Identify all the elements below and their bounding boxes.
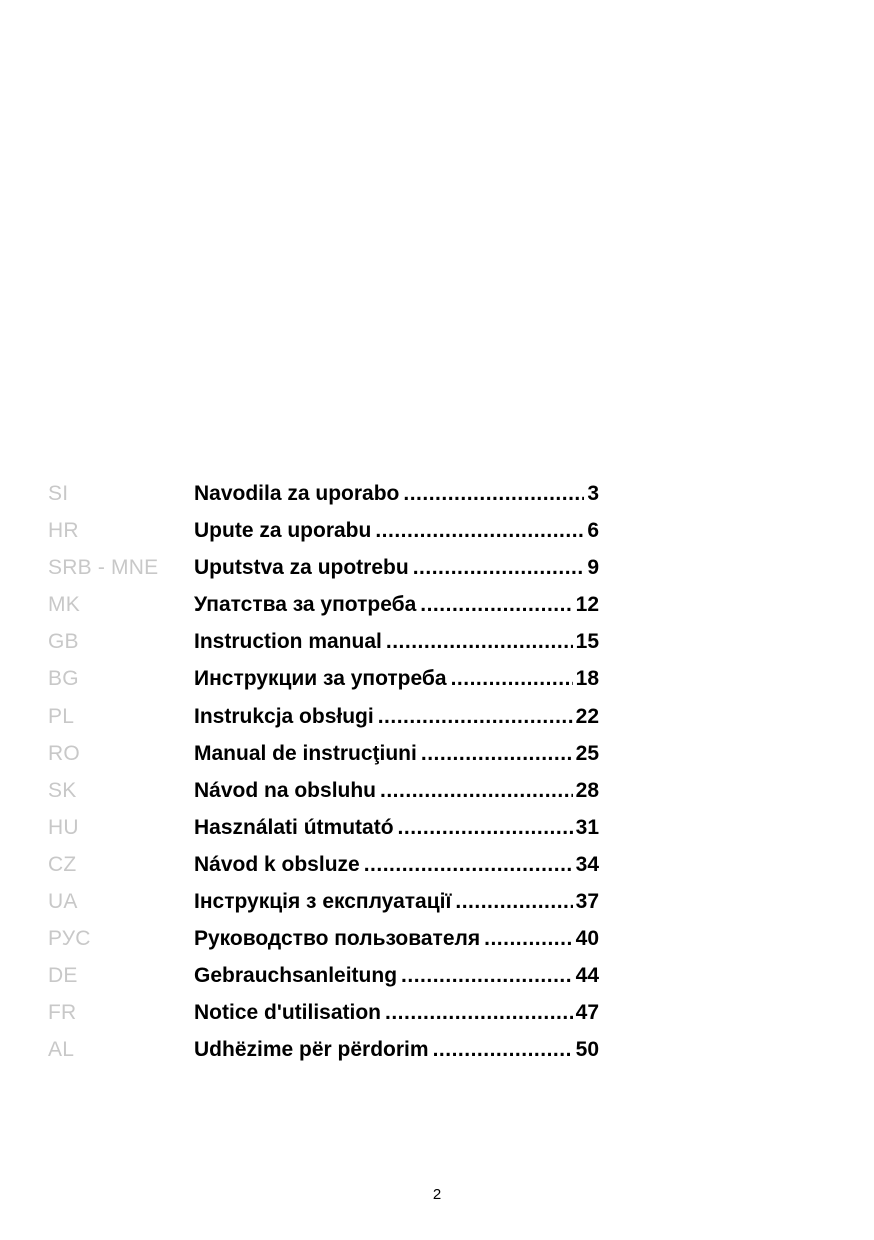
toc-title: Manual de instrucţiuni bbox=[194, 741, 417, 765]
toc-page-number: 9 bbox=[587, 556, 599, 580]
toc-page-number: 28 bbox=[575, 778, 599, 802]
dot-leader bbox=[401, 964, 573, 988]
language-code: UA bbox=[48, 890, 78, 914]
toc-page-number: 31 bbox=[575, 815, 599, 839]
toc-row[interactable] bbox=[48, 1001, 608, 1038]
language-code: CZ bbox=[48, 852, 77, 876]
language-code: MK bbox=[48, 593, 80, 617]
toc-row[interactable] bbox=[48, 519, 608, 556]
toc-page-number: 47 bbox=[575, 1001, 599, 1025]
toc-row[interactable] bbox=[48, 964, 608, 1001]
language-code: RO bbox=[48, 741, 80, 765]
dot-leader bbox=[375, 519, 584, 543]
toc-title: Gebrauchsanleitung bbox=[194, 964, 398, 988]
toc-title: Uputstva za upotrebu bbox=[194, 556, 409, 580]
table-of-contents bbox=[48, 482, 608, 1076]
language-code: AL bbox=[48, 1038, 75, 1062]
dot-leader bbox=[451, 667, 573, 691]
toc-title: Navodila za uporabo bbox=[194, 482, 400, 505]
toc-row[interactable] bbox=[48, 742, 608, 779]
dot-leader bbox=[386, 630, 573, 654]
language-code: SI bbox=[48, 482, 69, 505]
language-code: GB bbox=[48, 630, 79, 654]
dot-leader bbox=[433, 1038, 573, 1062]
toc-page-number: 40 bbox=[575, 927, 599, 951]
toc-row[interactable] bbox=[48, 853, 608, 890]
toc-page-number: 18 bbox=[575, 667, 599, 691]
dot-leader bbox=[420, 593, 572, 617]
toc-row[interactable] bbox=[48, 927, 608, 964]
toc-page-number: 22 bbox=[575, 704, 599, 728]
toc-page-number: 12 bbox=[575, 593, 599, 617]
toc-page-number: 6 bbox=[587, 519, 599, 543]
page-number: 2 bbox=[432, 1186, 442, 1203]
toc-title: Upute za uporabu bbox=[194, 519, 372, 543]
dot-leader bbox=[421, 742, 573, 766]
toc-title: Návod k obsluze bbox=[194, 852, 360, 876]
language-code: BG bbox=[48, 667, 79, 691]
toc-page-number: 25 bbox=[575, 741, 599, 765]
toc-row[interactable] bbox=[48, 705, 608, 742]
dot-leader bbox=[385, 1001, 573, 1025]
toc-title: Notice d'utilisation bbox=[194, 1001, 382, 1025]
toc-row[interactable] bbox=[48, 593, 608, 630]
toc-title: Инструкции за употреба bbox=[194, 667, 447, 691]
toc-row[interactable] bbox=[48, 1038, 608, 1075]
language-code: РУС bbox=[48, 927, 91, 951]
toc-row[interactable] bbox=[48, 667, 608, 704]
language-code: FR bbox=[48, 1001, 77, 1025]
toc-title: Руководство пользователя bbox=[194, 927, 481, 951]
toc-title: Instrukcja obsługi bbox=[194, 704, 374, 728]
toc-row[interactable] bbox=[48, 556, 608, 593]
toc-page-number: 15 bbox=[575, 630, 599, 654]
language-code: PL bbox=[48, 704, 75, 728]
dot-leader bbox=[380, 779, 573, 803]
toc-title: Návod na obsluhu bbox=[194, 778, 377, 802]
language-code: SRB - MNE bbox=[48, 556, 159, 580]
language-code: HR bbox=[48, 519, 79, 543]
toc-title: Udhëzime për përdorim bbox=[194, 1038, 429, 1062]
toc-page-number: 34 bbox=[575, 852, 599, 876]
toc-page-number: 44 bbox=[575, 964, 599, 988]
toc-page-number: 37 bbox=[575, 890, 599, 914]
dot-leader bbox=[413, 556, 585, 580]
language-code: SK bbox=[48, 778, 77, 802]
toc-title: Інструкція з експлуатації bbox=[194, 890, 452, 914]
toc-title: Használati útmutató bbox=[194, 815, 394, 839]
toc-page-number: 3 bbox=[587, 482, 599, 505]
dot-leader bbox=[455, 890, 572, 914]
toc-page-number: 50 bbox=[575, 1038, 599, 1062]
toc-row[interactable] bbox=[48, 482, 608, 519]
toc-row[interactable] bbox=[48, 890, 608, 927]
dot-leader bbox=[484, 927, 573, 951]
dot-leader bbox=[364, 853, 573, 877]
toc-row[interactable] bbox=[48, 816, 608, 853]
language-code: HU bbox=[48, 815, 79, 839]
toc-row[interactable] bbox=[48, 630, 608, 667]
toc-title: Instruction manual bbox=[194, 630, 382, 654]
dot-leader bbox=[378, 705, 573, 729]
dot-leader bbox=[403, 482, 584, 506]
toc-row[interactable] bbox=[48, 779, 608, 816]
language-code: DE bbox=[48, 964, 78, 988]
toc-title: Упатства за употреба bbox=[194, 593, 417, 617]
dot-leader bbox=[398, 816, 573, 840]
